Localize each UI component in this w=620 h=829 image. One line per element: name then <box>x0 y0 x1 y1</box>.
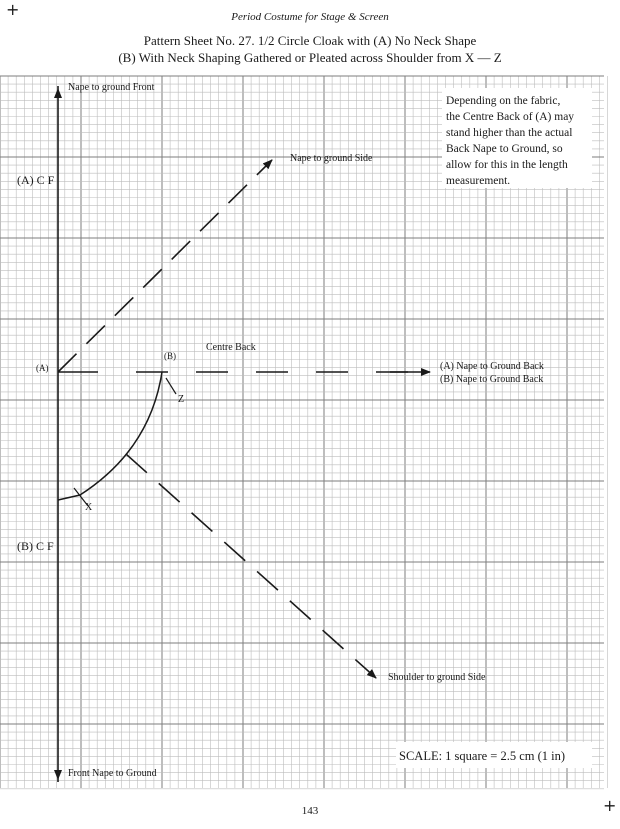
page-number: 143 <box>301 805 319 817</box>
note-line: stand higher than the actual <box>446 127 573 139</box>
label-centre-back: Centre Back <box>206 342 256 353</box>
label-point-b: (B) <box>164 351 176 361</box>
label-a-nape-to-ground-back: (A) Nape to Ground Back <box>440 361 544 372</box>
label-x: X <box>85 502 93 513</box>
centre-front-top-arrow <box>54 88 62 98</box>
registration-mark-top-left: + <box>6 0 20 19</box>
note-line: the Centre Back of (A) may <box>446 111 575 123</box>
note-line: allow for this in the length <box>446 159 568 171</box>
centre-front-bottom-arrow <box>54 770 62 780</box>
label-b-nape-to-ground-back: (B) Nape to Ground Back <box>440 374 544 385</box>
label-point-a: (A) <box>36 363 49 373</box>
label-nape-to-ground-front: Nape to ground Front <box>68 82 155 93</box>
pattern-sheet-title: Pattern Sheet No. 27. 1/2 Circle Cloak with (A) No Neck Shape <box>143 33 477 48</box>
label-z: Z <box>178 394 185 405</box>
pattern-sheet-subtitle: (B) With Neck Shaping Gathered or Pleated across Shoulder from X — Z <box>118 50 502 65</box>
running-head: Period Costume for Stage & Screen <box>231 11 389 23</box>
note-line: measurement. <box>446 175 511 187</box>
label-shoulder-to-ground-side: Shoulder to ground Side <box>388 672 486 683</box>
note-line: Depending on the fabric, <box>446 95 561 107</box>
scale-label: SCALE: 1 square = 2.5 cm (1 in) <box>399 749 566 763</box>
label-nape-to-ground-side: Nape to ground Side <box>290 153 373 164</box>
label-b-centre-front: (B) C F <box>17 539 54 553</box>
registration-mark-bottom-right: + <box>603 796 617 815</box>
note-line: Back Nape to Ground, so <box>446 143 563 155</box>
label-front-nape-to-ground: Front Nape to Ground <box>68 768 157 779</box>
nape-to-ground-side-line <box>58 160 272 372</box>
label-a-centre-front: (A) C F <box>17 173 55 187</box>
